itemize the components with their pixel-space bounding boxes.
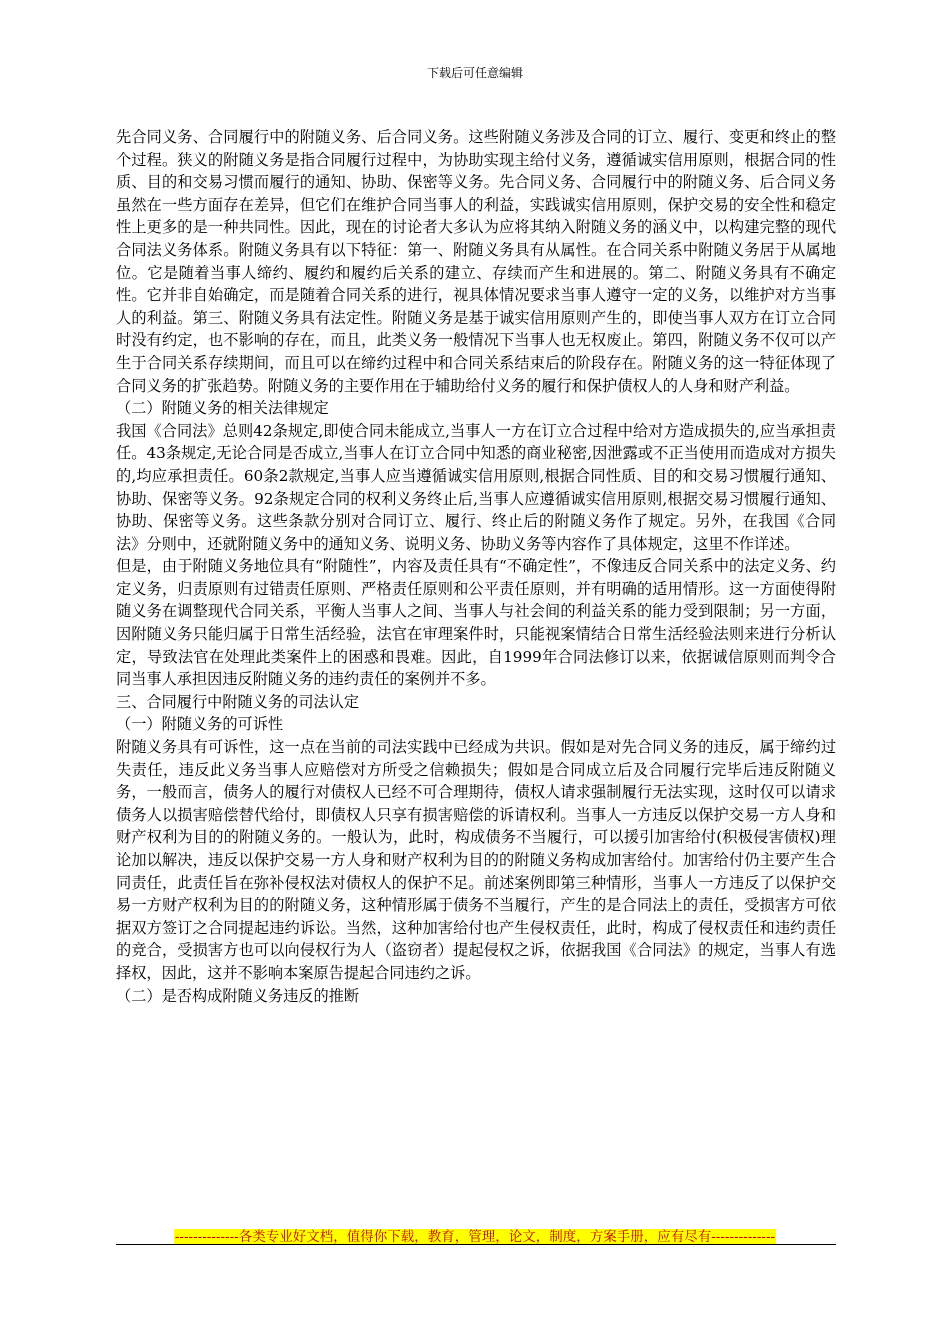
document-body [116,126,836,1007]
paragraph-actionability: 附随义务具有可诉性，这一点在当前的司法实践中已经成为共识。假如是对先合同义务的违反，属于缔约过失责任，违反此义务当事人应赔偿对方所受之信赖损失；假如是合同成立后及合同履行完毕后违反附随义务，一般而言，债务人的履行对债权人已经不可合理期待，债权人请求强制履行无法实现，这时仅可以请求债务人以损害赔偿替代给付，即债权人只享有损害赔偿的诉请权利。当事人一方违反以保护交易一方人身和财产权利为目的的附随义务的。一般认为，此时，构成债务不当履行，可以援引加害给付(积极侵害债权)理论加以解决，违反以保护交易一方人身和财产权利为目的的附随义务构成加害给付。加害给付仍主要产生合同责任，此责任旨在弥补侵权法对债权人的保护不足。前述案例即第三种情形，当事人一方违反了以保护交易一方财产权利为目的的附随义务，这种情形属于债务不当履行，产生的是合同法上的责任，受损害方可依据双方签订之合同提起违约诉讼。当然，这种加害给付也产生侵权责任，此时，构成了侵权责任和违约责任的竞合，受损害方也可以向侵权行为人（盗窃者）提起侵权之诉，依据我国《合同法》的规定，当事人有选择权，因此，这并不影响本案原告提起合同违约之诉。 [116,738,836,982]
section-heading-judicial-determination: 三、合同履行中附随义务的司法认定 [116,692,359,711]
subheading-actionability: （一）附随义务的可诉性 [116,715,284,734]
paragraph-contract-law-articles: 我国《合同法》总则42条规定,即使合同未能成立,当事人一方在订立合过程中给对方造成损失的,应当承担责任。43条规定,无论合同是否成立,当事人在订立合同中知悉的商业秘密,因泄露或不正当使用而造成对方损失的,均应承担责任。60条2款规定,当事人应当遵循诚实信用原则,根据合同性质、目的和交易习惯履行通知、协助、保密等义务。92条规定合同的权利义务终止后,当事人应遵循诚实信用原则,根据交易习惯履行通知、协助、保密等义务。这些条款分别对合同订立、履行、终止后的附随义务作了规定。另外，在我国《合同法》分则中，还就附随义务中的通知义务、说明义务、协助义务等内容作了具体规定，这里不作详述。 [116,421,836,553]
paragraph-auxiliary-duty-features: 先合同义务、合同履行中的附随义务、后合同义务。这些附随义务涉及合同的订立、履行、变更和终止的整个过程。狭义的附随义务是指合同履行过程中，为协助实现主给付义务，遵循诚实信用原则，根据合同的性质、目的和交易习惯而履行的通知、协助、保密等义务。先合同义务、合同履行中的附随义务、后合同义务虽然在一些方面存在差异，但它们在维护合同当事人的利益，实践诚实信用原则，保护交易的安全性和稳定性上更多的是一种共同性。因此，现在的讨论者大多认为应将其纳入附随义务的涵义中，以构建完整的现代合同法义务体系。附随义务具有以下特征：第一、附随义务具有从属性。在合同关系中附随义务居于从属地位。它是随着当事人缔约、履约和履约后关系的建立、存续而产生和进展的。第二、附随义务具有不确定性。它并非自始确定，而是随着合同关系的进行，视具体情况要求当事人遵守一定的义务，以维护对方当事人的利益。第三、附随义务具有法定性。附随义务是基于诚实信用原则产生的，即使当事人双方在订立合同时没有约定，也不影响的存在，而且，此类义务一般情况下当事人也无权废止。第四，附随义务不仅可以产生于合同关系存续期间，而且可以在缔约过程中和合同关系结束后的阶段存在。附随义务的这一特征体现了合同义务的扩张趋势。附随义务的主要作用在于辅助给付义务的履行和保护债权人的人身和财产利益。 [116,128,836,395]
footer-banner-text: --------------各类专业好文档，值得你下载，教育，管理，论文，制度，方案手册，应有尽有-------------- [174,1229,776,1245]
footer-divider [116,1244,836,1245]
subheading-breach-inference: （二）是否构成附随义务违反的推断 [116,986,359,1005]
paragraph-limitations: 但是，由于附随义务地位具有“附随性”，内容及责任具有“不确定性”，不像违反合同关系中的法定义务、约定义务，归责原则有过错责任原则、严格责任原则和公平责任原则，并有明确的适用情形。这一方面使得附随义务在调整现代合同关系，平衡人当事人之间、当事人与社会间的利益关系的能力受到限制；另一方面，因附随义务只能归属于日常生活经验，法官在审理案件时，只能视案情结合日常生活经验法则来进行分析认定，导致法官在处理此类案件上的困惑和畏难。因此，自1999年合同法修订以来，依据诚信原则而判令合同当事人承担因违反附随义务的违约责任的案例并不多。 [116,557,836,689]
page-header: 下载后可任意编辑 [426,66,523,80]
footer-banner [160,1226,790,1246]
subheading-legal-provisions: （二）附随义务的相关法律规定 [116,399,329,418]
